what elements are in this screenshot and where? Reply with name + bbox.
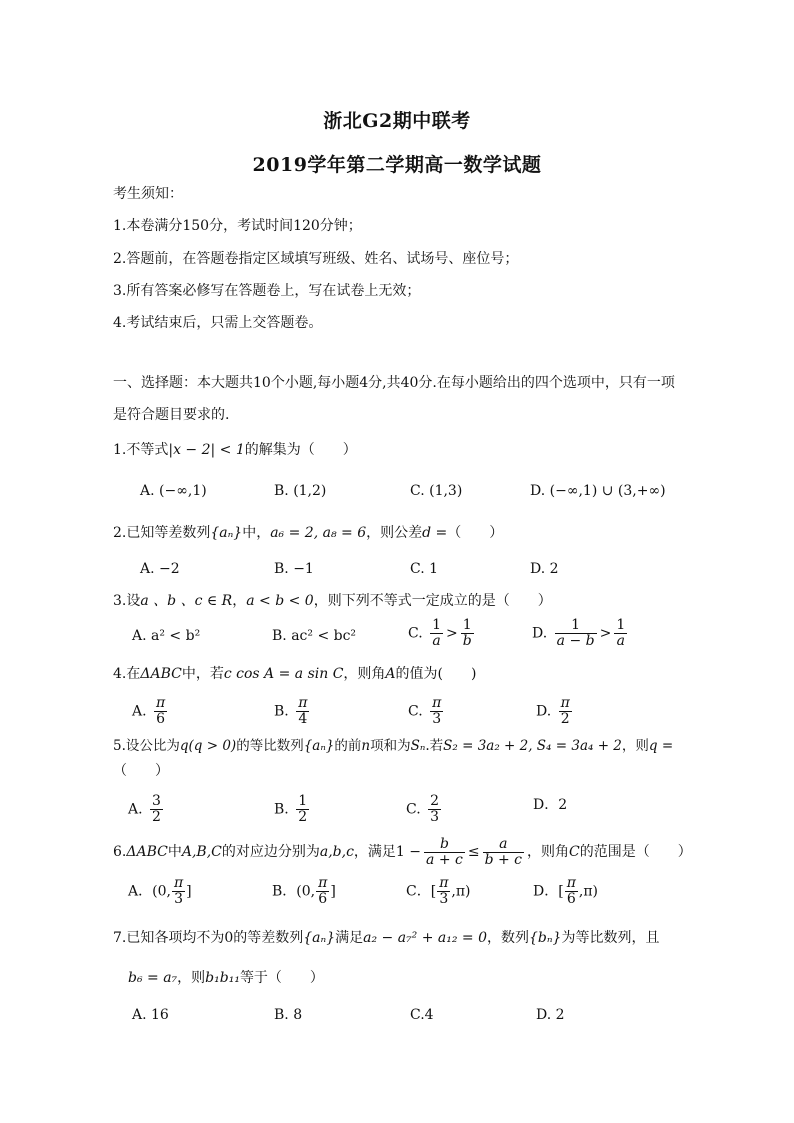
question-6-stem: 6.ΔABC中A,B,C的对应边分别为a,b,c，满足1 − $\frac{b}{a + c}$ ≤ $\frac{a}{b + c}$ ，则角C的范围是（ ） [113, 835, 692, 868]
q2-option-a: A. −2 [140, 561, 180, 577]
q7-condition: a₂ − a₇² + a₁₂ = 0 [363, 930, 488, 946]
q6-sides: a,b,c [319, 844, 354, 860]
q4-option-b [274, 696, 312, 727]
q6-frac-right: $\frac{a}{b + c}$ [484, 835, 523, 868]
q2-stem-d: （ ） [447, 525, 504, 541]
q2-sequence: {aₙ} [210, 525, 243, 541]
question-2-stem [113, 523, 503, 543]
q4-condition: c cos A = a sin C [223, 666, 344, 682]
q3-stem-a: 3.设 [113, 593, 141, 609]
q4-option-a [132, 696, 170, 727]
q4-c-frac: $\frac{\pi}{3}$ [432, 695, 442, 727]
q4-triangle: ΔABC [140, 666, 182, 682]
q6-option-c: C．[ $\frac{\pi}{3}$ ,π) [406, 875, 471, 907]
q6-option-b: B．(0, $\frac{\pi}{6}$ ] [272, 875, 336, 907]
q6-cond-pre: 1 − [395, 844, 422, 860]
q7-b6: b₆ = a₇ [128, 970, 178, 986]
q6-b-frac: $\frac{\pi}{6}$ [318, 875, 328, 907]
q4-b-frac: $\frac{\pi}{4}$ [298, 695, 308, 727]
q4-option-c [408, 696, 446, 727]
q3-vars: a 、b 、c ∈ R [140, 593, 233, 609]
q4-stem-a: 4.在 [113, 666, 141, 682]
q1-option-b: B. (1,2) [274, 483, 327, 499]
q7-option-a: A. 16 [132, 1007, 169, 1023]
q1-option-c: C. (1,3) [410, 483, 463, 499]
q6-option-a: A．(0, $\frac{\pi}{3}$ ] [128, 875, 192, 907]
q5-stem-e: .若 [425, 738, 444, 754]
section1-instructions-line2: 是符合题目要求的. [113, 407, 230, 423]
question-5-stem [113, 736, 673, 756]
q3-stem-c: ，则下列不等式一定成立的是（ ） [313, 593, 552, 609]
q5-stem-a: 5.设公比为 [113, 738, 180, 754]
q2-stem-a: 2.已知等差数列 [113, 525, 211, 541]
section1-instructions-line1: 一、选择题：本大题共10个小题,每小题4分,共40分.在每小题给出的四个选项中，只有一项 [113, 375, 675, 391]
q5-sequence: {aₙ} [303, 738, 335, 754]
q7-seq-b: {bₙ} [529, 930, 562, 946]
q1-stem-a: 1.不等式 [113, 442, 169, 458]
q4-a-label: A. [132, 703, 147, 720]
q1-option-a: A. (−∞,1) [140, 483, 207, 499]
q4-stem-b: 中，若 [181, 666, 224, 682]
q6-c-frac: $\frac{\pi}{3}$ [439, 875, 449, 907]
q3-option-d-label: D. [532, 625, 548, 642]
q2-d: d = [422, 525, 448, 541]
q2-terms: a₆ = 2, a₈ = 6 [270, 525, 367, 541]
q4-option-d [536, 696, 575, 727]
q4-stem-c: ，则角 [343, 666, 386, 682]
notice-item-1: 1.本卷满分150分，考试时间120分钟； [113, 218, 362, 234]
q5-option-c: C. $\frac{2}{3}$ [406, 793, 440, 825]
q3-option-d: D. $\frac{1}{a - b}$ > $\frac{1}{a}$ [532, 617, 626, 649]
q7-option-b: B. 8 [274, 1007, 303, 1023]
q4-stem-d: 的值为( ) [395, 666, 477, 682]
q5-b-frac: $\frac{1}{2}$ [298, 793, 308, 825]
q7-seq-a: {aₙ} [303, 930, 336, 946]
q5-option-d: D．2 [533, 797, 568, 813]
q3-option-a: A. a² < b² [132, 628, 201, 644]
q1-inequality: |x − 2| < 1 [168, 442, 245, 458]
q3-c-frac-right: $\frac{1}{b}$ [462, 617, 472, 649]
q6-a-frac: $\frac{\pi}{3}$ [173, 875, 184, 907]
q4-c-label: C. [408, 703, 423, 720]
q5-option-b: B. $\frac{1}{2}$ [274, 793, 308, 825]
q5-paren: （ ） [113, 763, 169, 779]
q6-cond-leq: ≤ [467, 844, 480, 860]
q3-stem-b: ， [232, 593, 247, 609]
question-3-stem [113, 591, 552, 611]
q3-c-frac-left: $\frac{1}{a}$ [432, 617, 442, 649]
q3-option-b: B. ac² < bc² [272, 628, 357, 644]
q5-stem-f: ，则 [621, 738, 649, 754]
q6-frac-left: $\frac{b}{a + c}$ [426, 835, 463, 868]
q2-stem-c: ，则公差 [366, 525, 423, 541]
notice-heading: 考生须知： [113, 186, 183, 202]
q3-d-frac-left: $\frac{1}{a - b}$ [556, 617, 595, 649]
q2-stem-b: 中， [242, 525, 271, 541]
q5-conditions: S₂ = 3a₂ + 2, S₄ = 3a₄ + 2 [443, 738, 622, 754]
q3-condition: a < b < 0 [246, 593, 314, 609]
q5-sn: Sₙ [410, 738, 426, 754]
q7-product: b₁b₁₁ [205, 970, 240, 986]
question-1-stem [113, 440, 357, 460]
q7-option-c: C.4 [410, 1007, 434, 1023]
q5-ratio: q(q > 0) [179, 738, 237, 754]
question-4-stem [113, 664, 476, 684]
q4-d-label: D. [536, 703, 552, 720]
q7-option-d: D. 2 [536, 1007, 565, 1023]
q6-d-frac: $\frac{\pi}{6}$ [566, 875, 576, 907]
notice-item-3: 3.所有答案必修写在答题卷上，写在试卷上无效； [113, 283, 421, 299]
q6-angles: A,B,C [181, 844, 222, 860]
q3-d-frac-right: $\frac{1}{a}$ [616, 617, 626, 649]
q4-d-frac: $\frac{\pi}{2}$ [560, 695, 570, 727]
exam-title-line2: 2019学年第二学期高一数学试题 [252, 154, 542, 176]
q2-option-b: B. −1 [274, 561, 314, 577]
notice-item-4: 4.考试结束后，只需上交答题卷。 [113, 315, 323, 331]
q2-option-d: D. 2 [530, 561, 559, 577]
q5-c-frac: $\frac{2}{3}$ [430, 793, 440, 825]
question-7-stem-line2: b₆ = a₇，则b₁b₁₁等于（ ） [128, 970, 324, 986]
q5-q: q = [648, 738, 674, 754]
q5-stem-d: 项和为 [370, 738, 411, 754]
q5-a-frac: $\frac{3}{2}$ [152, 793, 161, 825]
q4-b-label: B. [274, 703, 289, 720]
q3-option-c: C. $\frac{1}{a}$ > $\frac{1}{b}$ [408, 617, 472, 649]
q5-stem-b: 的等比数列 [236, 738, 304, 754]
q6-triangle: ΔABC [126, 844, 168, 860]
q4-angle: A [385, 666, 396, 682]
q5-option-a: A. $\frac{3}{2}$ [128, 793, 161, 825]
q3-option-c-label: C. [408, 625, 423, 642]
q1-stem-b: 的解集为（ ） [244, 442, 357, 458]
exam-title-line1: 浙北G2期中联考 [323, 110, 471, 132]
q4-a-frac: $\frac{\pi}{6}$ [156, 695, 166, 727]
q2-option-c: C. 1 [410, 561, 439, 577]
notice-item-2: 2.答题前，在答题卷指定区域填写班级、姓名、试场号、座位号； [113, 251, 519, 267]
q5-n: n [361, 738, 371, 754]
q1-option-d: D. (−∞,1) ∪ (3,+∞) [530, 483, 666, 499]
q6-option-d: D．[ $\frac{\pi}{6}$ ,π) [533, 875, 599, 907]
q5-stem-c: 的前 [334, 738, 362, 754]
question-7-stem: 7.已知各项均不为0的等差数列{aₙ}满足a₂ − a₇² + a₁₂ = 0，数列{bₙ}为等比数列，且 [113, 930, 660, 946]
q6-angle-c: C [569, 844, 580, 860]
